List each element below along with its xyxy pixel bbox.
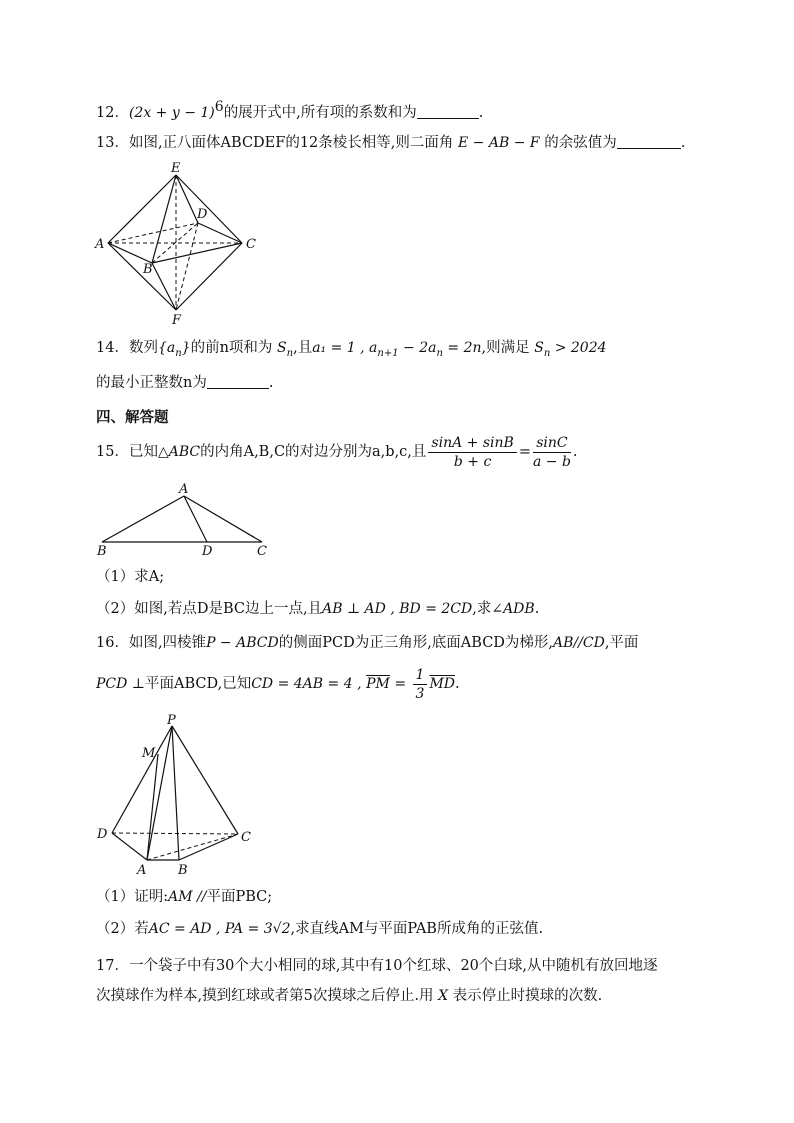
- triangle-figure: [92, 480, 282, 560]
- q15-number: 15．: [96, 444, 129, 460]
- q14-text4: ,则满足: [481, 340, 530, 356]
- q16-text2: 的侧面PCD为正三角形,底面ABCD为梯形,: [278, 635, 554, 651]
- label-E: E: [171, 161, 181, 176]
- q16-text1: 如图,四棱锥: [128, 635, 207, 651]
- question-12: [96, 96, 483, 124]
- question-17: [96, 955, 658, 977]
- label-C: C: [257, 544, 267, 559]
- question-14: [96, 337, 607, 365]
- question-13: [96, 132, 685, 154]
- q17-line1: 一个袋子中有30个大小相同的球,其中有10个红球、20个白球,从中随机有放回地逐: [128, 958, 658, 974]
- q15-num2: sinC: [533, 434, 571, 453]
- octahedron-figure: [90, 160, 270, 330]
- q16-part2: [96, 918, 543, 940]
- label-D: D: [197, 207, 208, 222]
- q15-period: .: [572, 444, 578, 460]
- q16-p2a: （2）若: [96, 921, 149, 937]
- q14-period: .: [268, 375, 274, 391]
- q15-p2c: ,求: [472, 601, 492, 617]
- label-A: A: [179, 482, 189, 497]
- q13-number: 13．: [96, 135, 129, 151]
- q17-l2c: 表示停止时摸球的次数.: [452, 988, 603, 1004]
- q16-l2-period: .: [455, 676, 460, 692]
- q15-fraction-right: [533, 434, 571, 471]
- q14-sn-sub: n: [286, 347, 294, 359]
- q16-fraction: [413, 666, 428, 703]
- q15-part1: （1）求A;: [96, 569, 165, 585]
- q14-cond3: = 2n: [442, 340, 482, 356]
- q17-variable-x: X: [438, 988, 449, 1004]
- pyramid-figure: [92, 710, 262, 880]
- q12-number: 12．: [96, 104, 129, 121]
- q17-l2a: 次摸球作为样本,摸到红球或者第5次摸球之后停止.用: [96, 988, 434, 1004]
- label-F: F: [172, 313, 182, 328]
- q16-l2a: PCD ⊥: [96, 676, 145, 692]
- q15-den2: a − b: [532, 453, 571, 470]
- question-16-line2: [96, 664, 460, 704]
- q16-p2c: ,求直线AM与平面PAB所成角的正弦值.: [290, 921, 544, 937]
- q15-p2e: .: [534, 601, 540, 617]
- question-14-line2: [96, 372, 273, 394]
- label-D: D: [97, 827, 108, 842]
- q14-sn: S: [277, 340, 287, 356]
- q15-fraction-left: [428, 434, 516, 471]
- q16-vec-pm: $\overline{PM}$: [366, 676, 390, 692]
- q16-frac-den: 3: [415, 685, 425, 702]
- label-C: C: [241, 830, 251, 845]
- q15-triangle: △ABC: [157, 444, 201, 460]
- q15-num1: sinA + sinB: [428, 434, 516, 453]
- q14-answer-blank[interactable]: [207, 374, 269, 389]
- q15-part2: [96, 598, 539, 620]
- q16-p1b: AM //: [168, 889, 207, 905]
- label-B: B: [178, 863, 188, 878]
- q15-p2a: （2）如图,若点D是BC边上一点,且: [96, 601, 323, 617]
- label-A: A: [137, 863, 147, 878]
- q14-text3: ,且: [293, 340, 313, 356]
- q16-p1a: （1）证明:: [96, 889, 169, 905]
- question-15: [96, 432, 578, 472]
- q14-ineq: S: [534, 340, 544, 356]
- q15-text2: 的内角A,B,C的对边分别为a,b,c,且: [200, 444, 427, 460]
- q14-ineq-sub: n: [543, 347, 551, 359]
- q16-pyramid: P − ABCD: [206, 635, 279, 651]
- q14-number: 14．: [96, 340, 129, 356]
- label-B: B: [97, 544, 107, 559]
- q13-text2: 的余弦值为: [544, 135, 617, 151]
- q14-seq-end: }: [181, 340, 191, 356]
- q13-text: 如图,正八面体ABCDEF的12条棱长相等,则二面角: [128, 135, 454, 151]
- q16-number: 16．: [96, 635, 129, 651]
- q14-ineq2: > 2024: [550, 340, 607, 356]
- q15-text: 已知: [128, 444, 158, 460]
- q16-p2b: AC = AD , PA = 3√2: [148, 921, 291, 937]
- q14-text2: 的前n项和为: [190, 340, 273, 356]
- q14-seq-sub: n: [175, 347, 182, 359]
- section-heading: 四、解答题: [96, 410, 169, 426]
- q12-answer-blank[interactable]: [417, 104, 479, 119]
- q16-p1c: 平面PBC;: [206, 889, 273, 905]
- q12-period: .: [478, 104, 484, 121]
- q16-l2b: 平面ABCD,已知: [144, 676, 252, 692]
- q13-dihedral: E − AB − F: [458, 135, 540, 151]
- q16-l2c: CD = 4AB = 4 ,: [251, 676, 362, 692]
- q12-power: 6: [214, 99, 224, 115]
- q17-number: 17．: [96, 958, 129, 974]
- q14-line2: 的最小正整数n为: [96, 375, 207, 391]
- question-17-line2: [96, 985, 602, 1007]
- q14-cond-sub: n+1: [377, 347, 399, 359]
- q16-vec-md: $\overline{MD}$: [429, 676, 456, 692]
- q14-cond: a₁ = 1 , a: [312, 340, 378, 356]
- q15-p2b: AB ⊥ AD , BD = 2CD: [322, 601, 473, 617]
- label-C: C: [246, 237, 256, 252]
- label-A: A: [95, 237, 105, 252]
- q14-cond-sub2: n: [436, 347, 443, 359]
- q16-frac-num: 1: [413, 666, 428, 685]
- q12-expression: (2x + y − 1): [128, 104, 215, 121]
- q15-den1: b + c: [453, 453, 492, 470]
- q12-text: 的展开式中,所有项的系数和为: [223, 104, 417, 121]
- q15-equals: =: [518, 444, 531, 460]
- label-B: B: [143, 262, 153, 277]
- q13-period: .: [680, 135, 686, 151]
- label-M: M: [142, 746, 156, 761]
- q16-vec-eq: =: [389, 676, 411, 692]
- label-D: D: [202, 544, 213, 559]
- question-16: [96, 632, 638, 654]
- q14-text1: 数列: [128, 340, 158, 356]
- q16-part1: [96, 886, 272, 908]
- q15-p2d: ∠ADB: [491, 601, 535, 617]
- q16-text3: ,平面: [604, 635, 639, 651]
- label-P: P: [167, 713, 176, 728]
- q14-seq: {a: [157, 340, 176, 356]
- q13-answer-blank[interactable]: [617, 134, 681, 149]
- q16-parallel: AB//CD: [553, 635, 605, 651]
- q14-cond2: − 2a: [398, 340, 437, 356]
